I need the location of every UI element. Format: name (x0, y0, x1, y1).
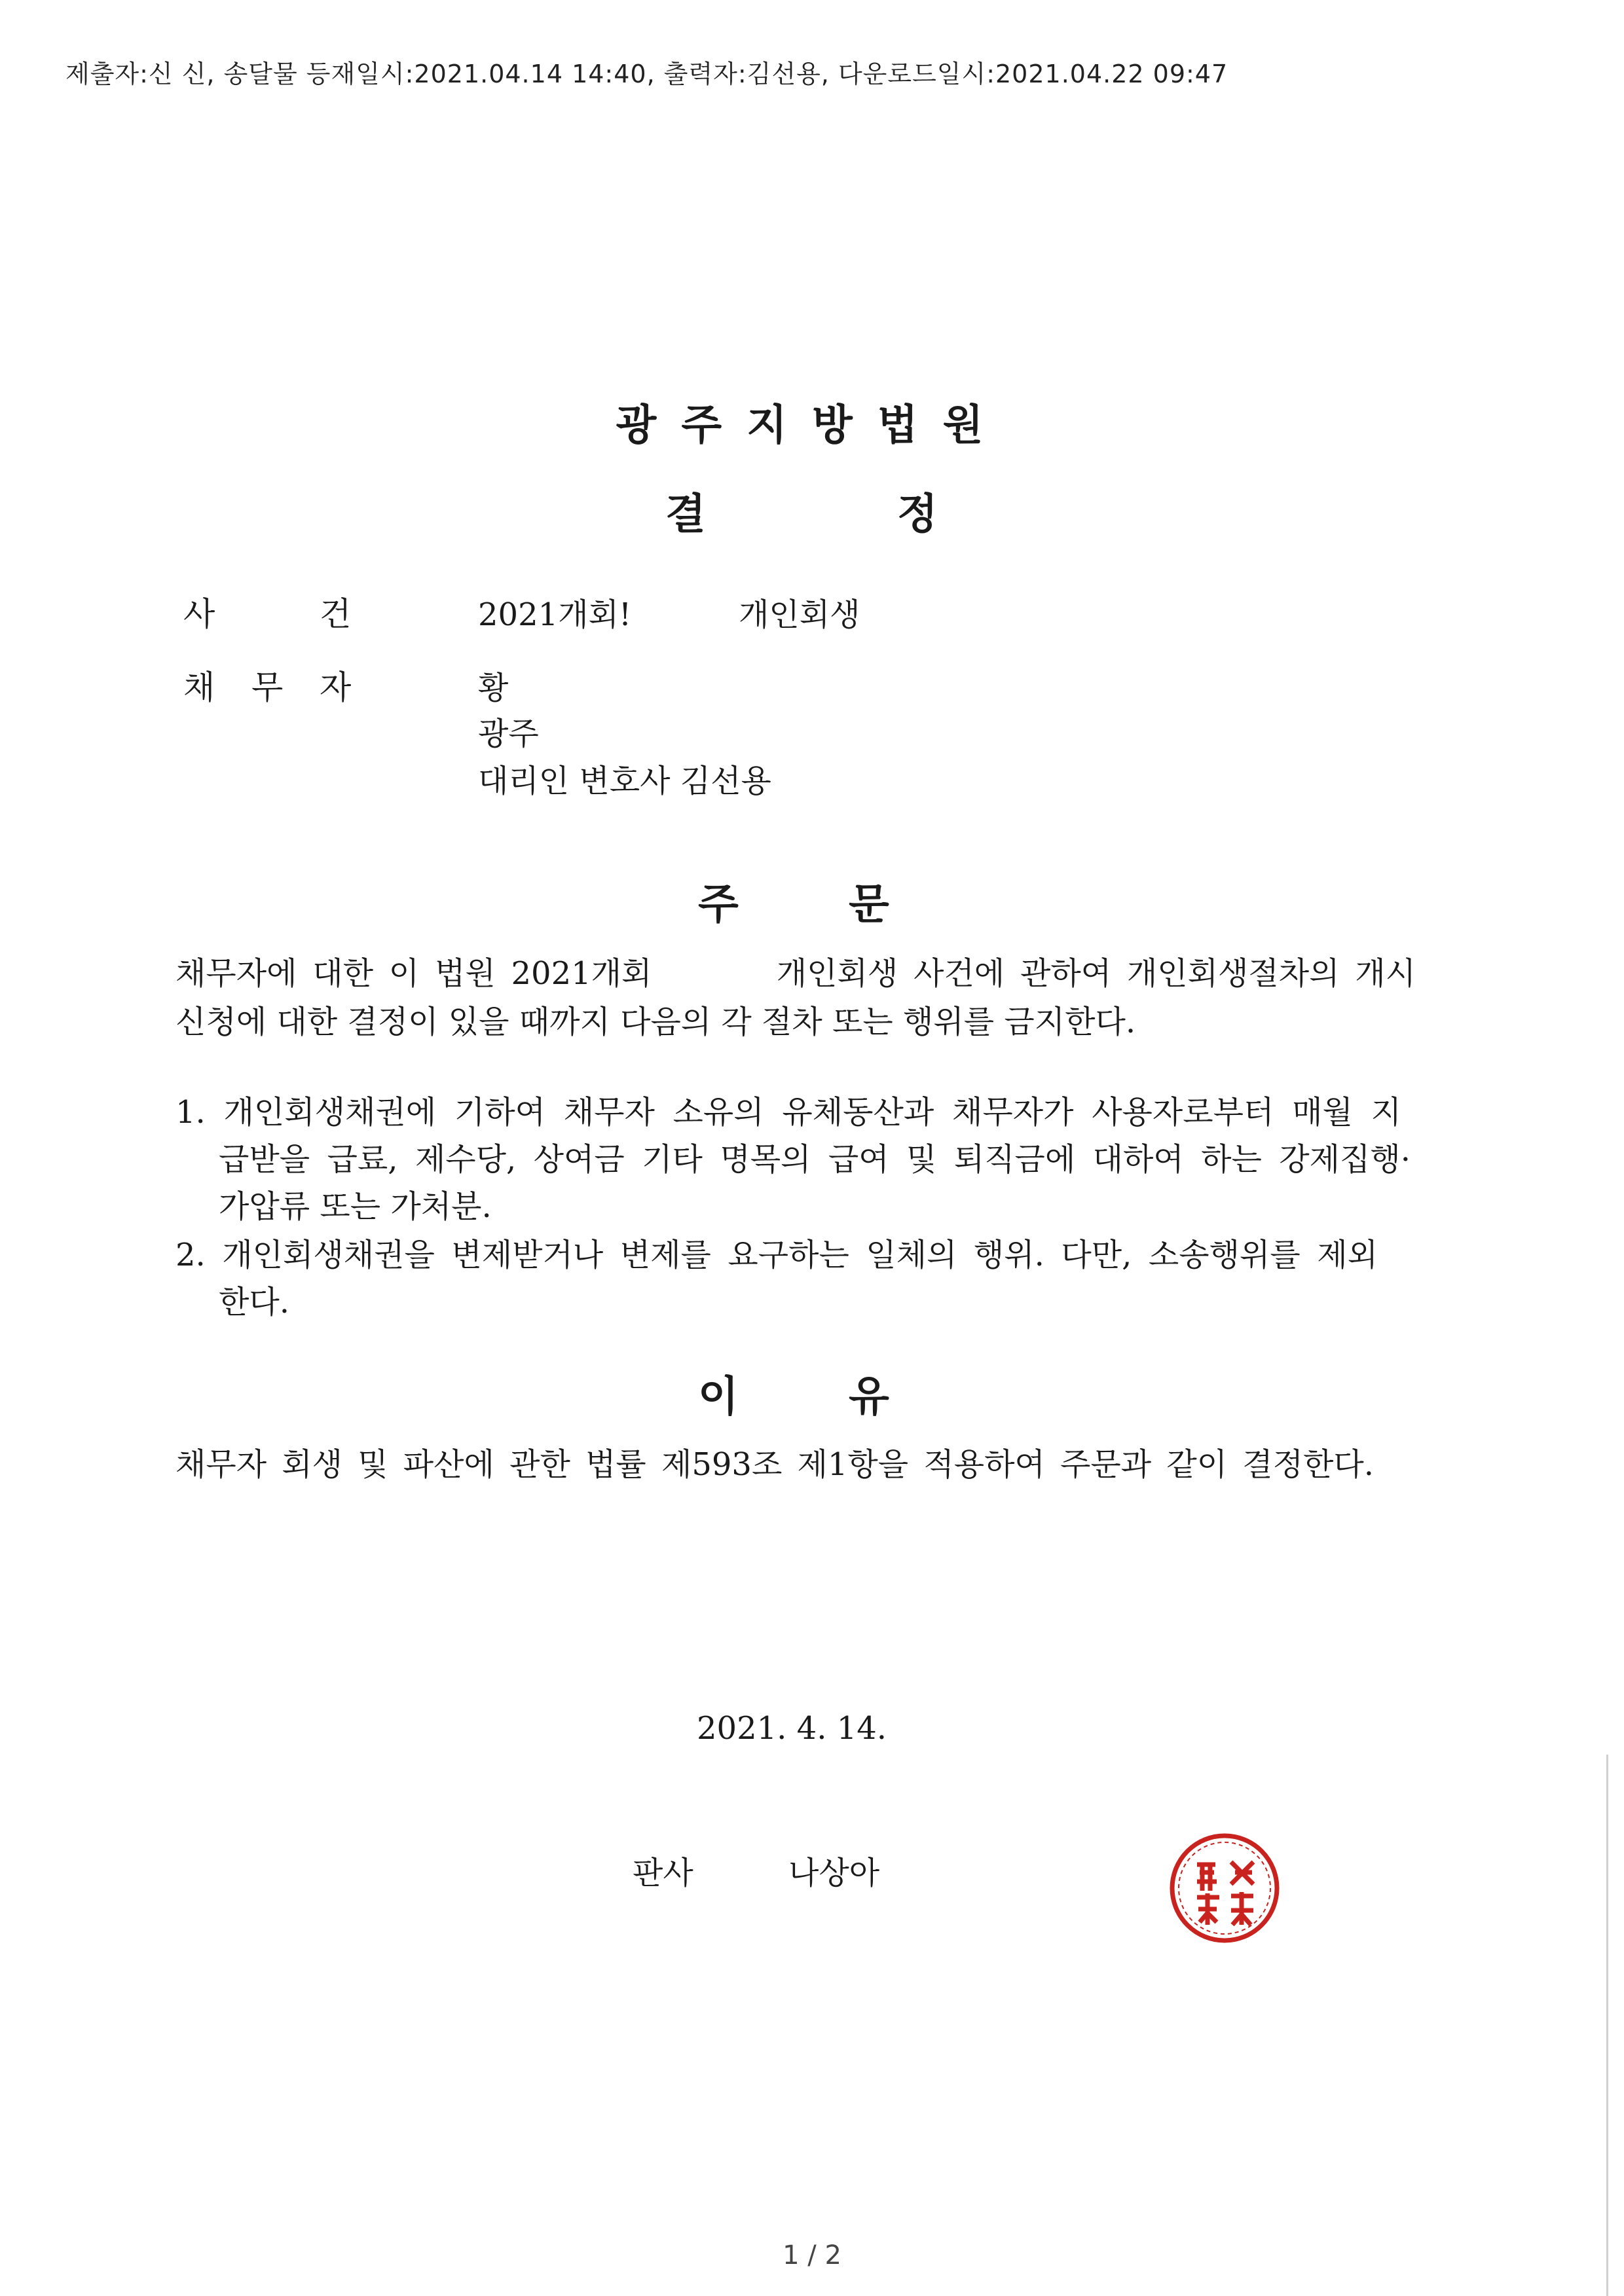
case-label-right: 건 (320, 595, 352, 633)
order-intro-line-1: 채무자에 대한 이 법원 2021개회 개인회생 사건에 관하여 개인회생절차의 개시 (175, 955, 1416, 992)
court-name: 광주지방법원 (616, 401, 1008, 450)
order-item-1-line-1: 1. 개인회생채권에 기하여 채무자 소유의 유체동산과 채무자가 사용자로부터 매월 지 (175, 1094, 1401, 1131)
reason-heading-left: 이 (698, 1373, 739, 1421)
debtor-label-1: 채 (183, 668, 215, 706)
debtor-address: 광주 (478, 716, 539, 752)
order-heading-left: 주 (698, 881, 739, 929)
case-type: 개인회생 (739, 596, 860, 633)
download-header: 제출자:신 신, 송달물 등재일시:2021.04.14 14:40, 출력자:김선용, 다운로드일시:2021.04.22 09:47 (65, 60, 1228, 88)
doc-title-left: 결 (665, 490, 706, 539)
page-number: 1 / 2 (783, 2240, 841, 2270)
order-heading-right: 문 (849, 881, 889, 929)
order-item-2-line-2: 한다. (219, 1284, 289, 1321)
order-intro-line-2: 신청에 대한 결정이 있을 때까지 다음의 각 절차 또는 행위를 금지한다. (175, 1004, 1136, 1040)
reason-heading-right: 유 (849, 1373, 889, 1421)
decision-date: 2021. 4. 14. (697, 1710, 887, 1747)
judge-title: 판사 (633, 1855, 693, 1891)
order-item-2-line-1: 2. 개인회생채권을 변제받거나 변제를 요구하는 일체의 행위. 다만, 소송행위를 제외 (175, 1237, 1378, 1273)
case-label-left: 사 (183, 595, 215, 633)
debtor-agent: 대리인 변호사 김선용 (478, 763, 771, 799)
debtor-label-3: 자 (320, 668, 352, 706)
doc-title-right: 정 (897, 490, 938, 539)
scan-edge-line (1606, 1755, 1608, 2296)
debtor-label-2: 무 (251, 668, 284, 706)
judge-seal (1163, 1829, 1286, 1946)
order-item-1-line-3: 가압류 또는 가처분. (219, 1188, 492, 1225)
judge-name: 나상아 (788, 1855, 880, 1891)
order-item-1-line-2: 급받을 급료, 제수당, 상여금 기타 명목의 급여 및 퇴직금에 대하여 하는 강제집행· (219, 1141, 1411, 1178)
debtor-name: 황 (478, 670, 509, 706)
reason-text: 채무자 회생 및 파산에 관한 법률 제593조 제1항을 적용하여 주문과 같이 결정한다. (175, 1446, 1374, 1483)
case-number: 2021개회! (478, 596, 632, 633)
